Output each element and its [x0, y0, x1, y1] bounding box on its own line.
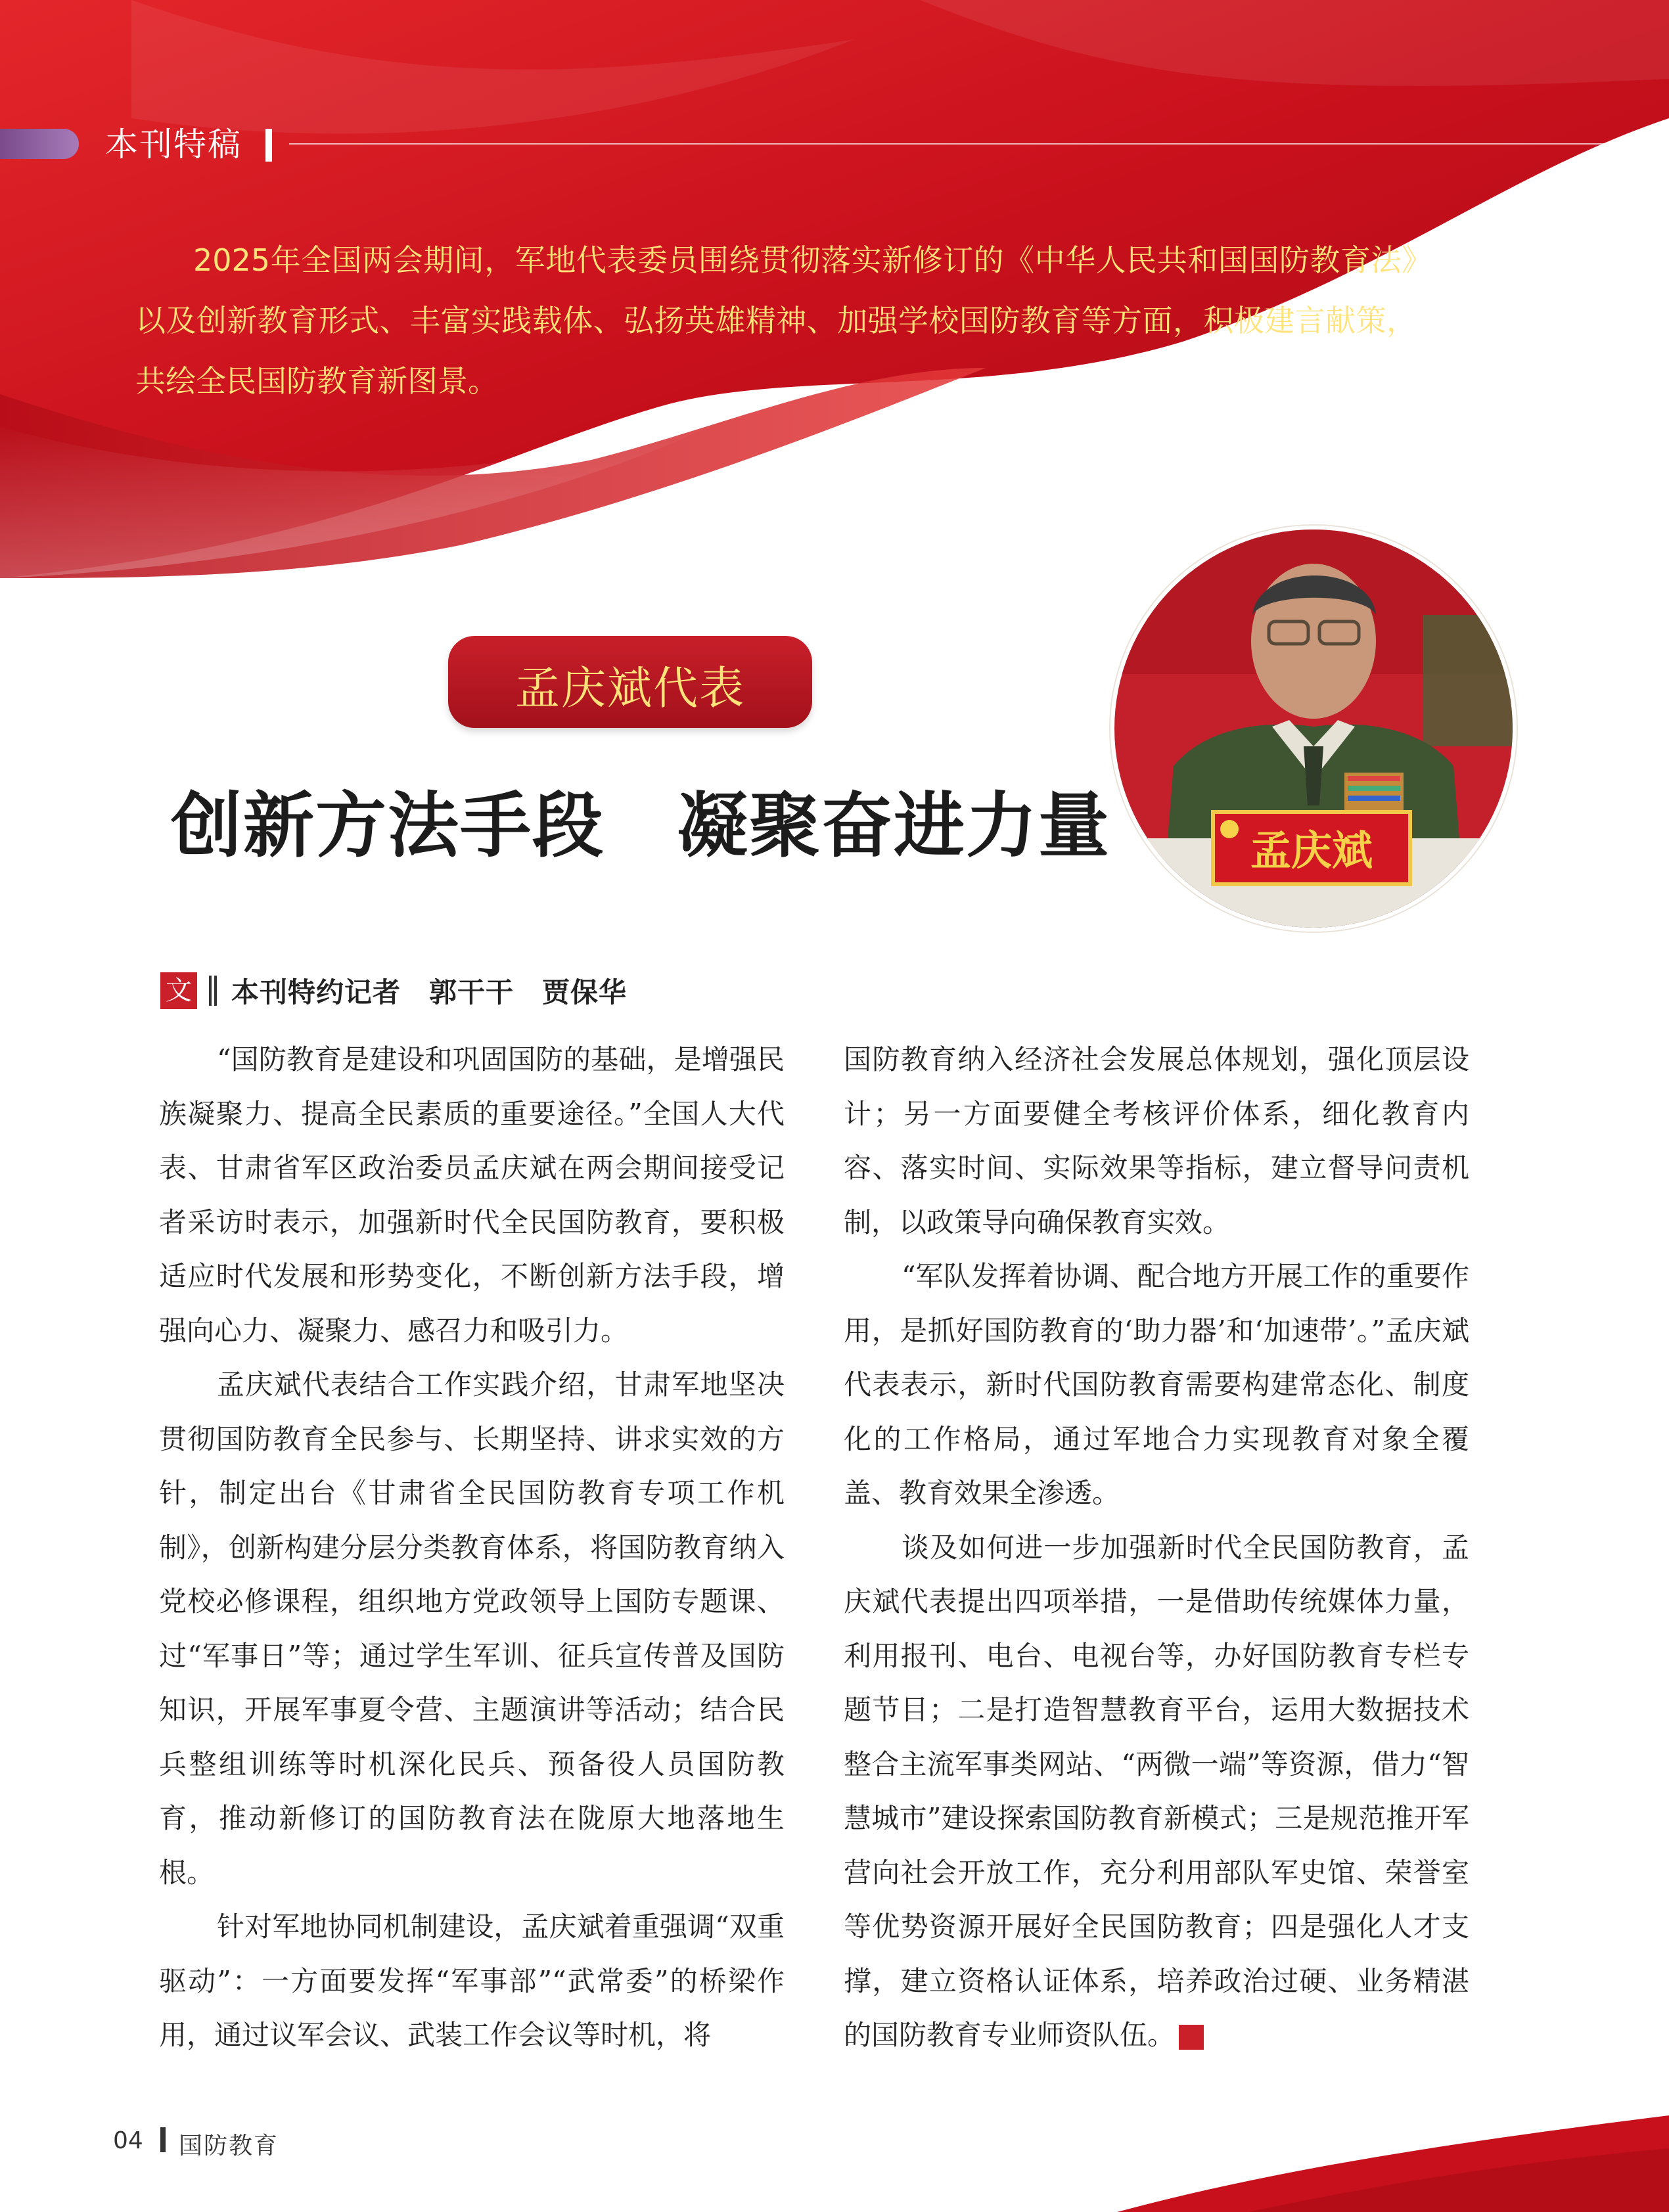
section-rule: [289, 143, 1669, 145]
section-label: 本刊特稿: [105, 125, 242, 164]
byline-authors: 本刊特约记者 郭干干 贾保华: [231, 976, 628, 1008]
nameplate-text: 孟庆斌: [1250, 826, 1373, 874]
byline-mark: 文: [160, 972, 197, 1009]
representative-name: 孟庆斌代表: [514, 663, 745, 715]
byline-separator: [209, 976, 217, 1006]
end-mark-icon: G: [1179, 2025, 1204, 2050]
byline: [160, 971, 627, 1010]
paragraph-continued: 国防教育纳入经济社会发展总体规划，强化顶层设计；另一方面要健全考核评价体系，细化教育内容、落实时间、实际效果等指标，建立督导问责机制，以政策导向确保教育实效。: [844, 1043, 1469, 1238]
section-tab-marker: [0, 129, 79, 159]
footer-corner-wave: [1117, 2089, 1669, 2212]
article-column-right: [844, 1033, 1469, 2063]
section-divider-bar: [265, 129, 272, 162]
article-column-left: [159, 1033, 785, 2063]
page-number: 04: [113, 2127, 143, 2154]
paragraph: “军队发挥着协调、配合地方开展工作的重要作用，是抓好国防教育的‘助力器’和‘加速带’。”孟庆斌代表表示，新时代国防教育需要构建常态化、制度化的工作格局，通过军地合力实现教育对象全覆盖、教育效果全渗透。: [844, 1260, 1469, 1509]
paragraph: 孟庆斌代表结合工作实践介绍，甘肃军地坚决贯彻国防教育全民参与、长期坚持、讲求实效的方针，制定出台《甘肃省全民国防教育专项工作机制》，创新构建分层分类教育体系，将国防教育纳入党校必修课程，组织地方党政领导上国防专题课、过“军事日”等；通过学生军训、征兵宣传普及国防知识，开展军事夏令营、主题演讲等活动；结合民兵整组训练等时机深化民兵、预备役人员国防教育，推动新修订的国防教育法在陇原大地落地生根。: [159, 1368, 785, 1889]
article-headline: 创新方法手段 凝聚奋进力量: [171, 785, 1111, 867]
representative-portrait: [1110, 526, 1517, 932]
paragraph-final: [844, 1521, 1469, 2063]
magazine-title: 国防教育: [179, 2133, 279, 2159]
paragraph: 针对军地协同机制建设，孟庆斌着重强调“双重驱动”：一方面要发挥“军事部”“武常委”的桥梁作用，通过议军会议、武装工作会议等时机，将: [159, 1910, 785, 2051]
paragraph: “国防教育是建设和巩固国防的基础，是增强民族凝聚力、提高全民素质的重要途径。”全国人大代表、甘肃省军区政治委员孟庆斌在两会期间接受记者采访时表示，加强新时代全民国防教育，要积极适应时代发展和形势变化，不断创新方法手段，增强向心力、凝聚力、感召力和吸引力。: [159, 1043, 785, 1347]
footer-divider: [160, 2127, 166, 2152]
lead-paragraph: 2025年全国两会期间，军地代表委员围绕贯彻落实新修订的《中华人民共和国国防教育法》以及创新教育形式、丰富实践载体、弘扬英雄精神、加强学校国防教育等方面，积极建言献策，共绘全民国防教育新图景。: [135, 242, 1417, 399]
final-paragraph-text: 谈及如何进一步加强新时代全民国防教育，孟庆斌代表提出四项举措，一是借助传统媒体力量，利用报刊、电台、电视台等，办好国防教育专栏专题节目；二是打造智慧教育平台，运用大数据技术整合主流军事类网站、“两微一端”等资源，借力“智慧城市”建设探索国防教育新模式；三是规范推开军营向社会开放工作，充分利用部队军史馆、荣誉室等优势资源开展好全民国防教育；四是强化人才支撑，建立资格认证体系，培养政治过硬、业务精湛的国防教育专业师资队伍。: [844, 1531, 1469, 2051]
